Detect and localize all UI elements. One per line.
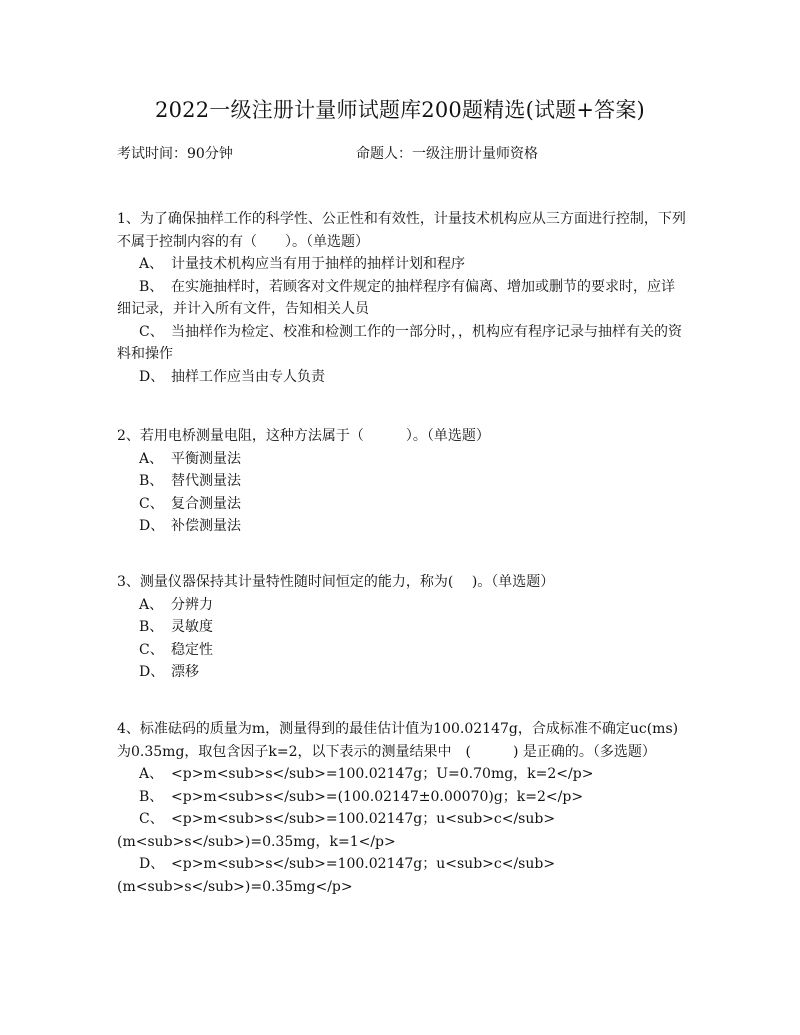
option-letter: C、 (139, 641, 164, 658)
question-2 (117, 425, 687, 538)
question-stem: 1、为了确保抽样工作的科学性、公正性和有效性，计量技术机构应从三方面进行控制，下列不属于控制内容的有（ ）。（单选题） (117, 211, 686, 250)
option-letter: D、 (139, 368, 165, 385)
option-letter: B、 (139, 619, 164, 635)
option-letter: D、 (139, 518, 165, 534)
option-letter: A、 (139, 256, 164, 272)
option-letter: C、 (139, 495, 164, 512)
option-text: 分辨力 (171, 596, 213, 613)
option-b (117, 470, 687, 493)
exam-author: 命题人：一级注册计量师资格 (356, 146, 538, 162)
option-text: <p>m<sub>s</sub>=100.02147g；u<sub>c</sub>(m<sub>s</sub>)=0.35mg</p> (117, 856, 556, 895)
option-letter: B、 (139, 278, 164, 295)
option-b (117, 786, 687, 809)
document-title: 2022一级注册计量师试题库200题精选(试题+答案) (155, 98, 645, 122)
option-c (117, 321, 687, 366)
question-4 (117, 718, 687, 898)
option-letter: B、 (139, 473, 164, 489)
option-text: <p>m<sub>s</sub>=100.02147g；U=0.70mg，k=2</p> (171, 766, 594, 782)
exam-time: 考试时间：90分钟 (117, 146, 233, 162)
option-d (117, 853, 687, 898)
question-stem: 3、测量仪器保持其计量特性随时间恒定的能力，称为( )。（单选题） (117, 574, 555, 590)
option-text: 灵敏度 (171, 619, 213, 635)
option-d (117, 661, 687, 684)
option-a (117, 594, 687, 617)
option-text: 当抽样作为检定、校准和检测工作的一部分时，，机构应有程序记录与抽样有关的资料和操作 (117, 323, 682, 362)
option-letter: A、 (139, 766, 164, 782)
option-text: 平衡测量法 (171, 450, 241, 467)
option-text: 漂移 (171, 664, 199, 680)
option-a (117, 763, 687, 786)
option-letter: A、 (139, 450, 164, 467)
option-text: 在实施抽样时，若顾客对文件规定的抽样程序有偏离、增加或删节的要求时，应详细记录，并计入所有文件，告知相关人员 (117, 278, 675, 317)
option-text: 替代测量法 (171, 473, 241, 489)
option-c (117, 493, 687, 516)
question-stem: 2、若用电桥测量电阻，这种方法属于（ ）。（单选题） (117, 428, 490, 444)
option-c (117, 808, 687, 853)
option-text: 稳定性 (171, 641, 213, 658)
option-text: 抽样工作应当由专人负责 (171, 368, 325, 385)
question-stem: 4、标准砝码的质量为m，测量得到的最佳估计值为100.02147g，合成标准不确定uc(ms) 为0.35mg，取包含因子k=2，以下表示的测量结果中 ( ) 是正确的。（多选题） (117, 721, 679, 760)
option-letter: C、 (139, 811, 164, 827)
option-text: 计量技术机构应当有用于抽样的抽样计划和程序 (171, 256, 465, 272)
option-letter: D、 (139, 856, 165, 872)
option-d (117, 515, 687, 538)
question-1 (117, 208, 687, 388)
option-text: 复合测量法 (171, 495, 241, 512)
option-c (117, 639, 687, 662)
option-d (117, 366, 687, 389)
option-b (117, 276, 687, 321)
option-letter: B、 (139, 788, 164, 805)
option-text: <p>m<sub>s</sub>=100.02147g；u<sub>c</sub>(m<sub>s</sub>)=0.35mg，k=1</p> (117, 811, 556, 850)
option-text: <p>m<sub>s</sub>=(100.02147±0.00070)g；k=2</p> (171, 788, 584, 805)
option-letter: A、 (139, 596, 164, 613)
question-3 (117, 571, 687, 684)
option-a (117, 253, 687, 276)
option-a (117, 448, 687, 471)
option-text: 补偿测量法 (171, 518, 241, 534)
option-letter: C、 (139, 323, 164, 340)
option-letter: D、 (139, 664, 165, 680)
option-b (117, 616, 687, 639)
